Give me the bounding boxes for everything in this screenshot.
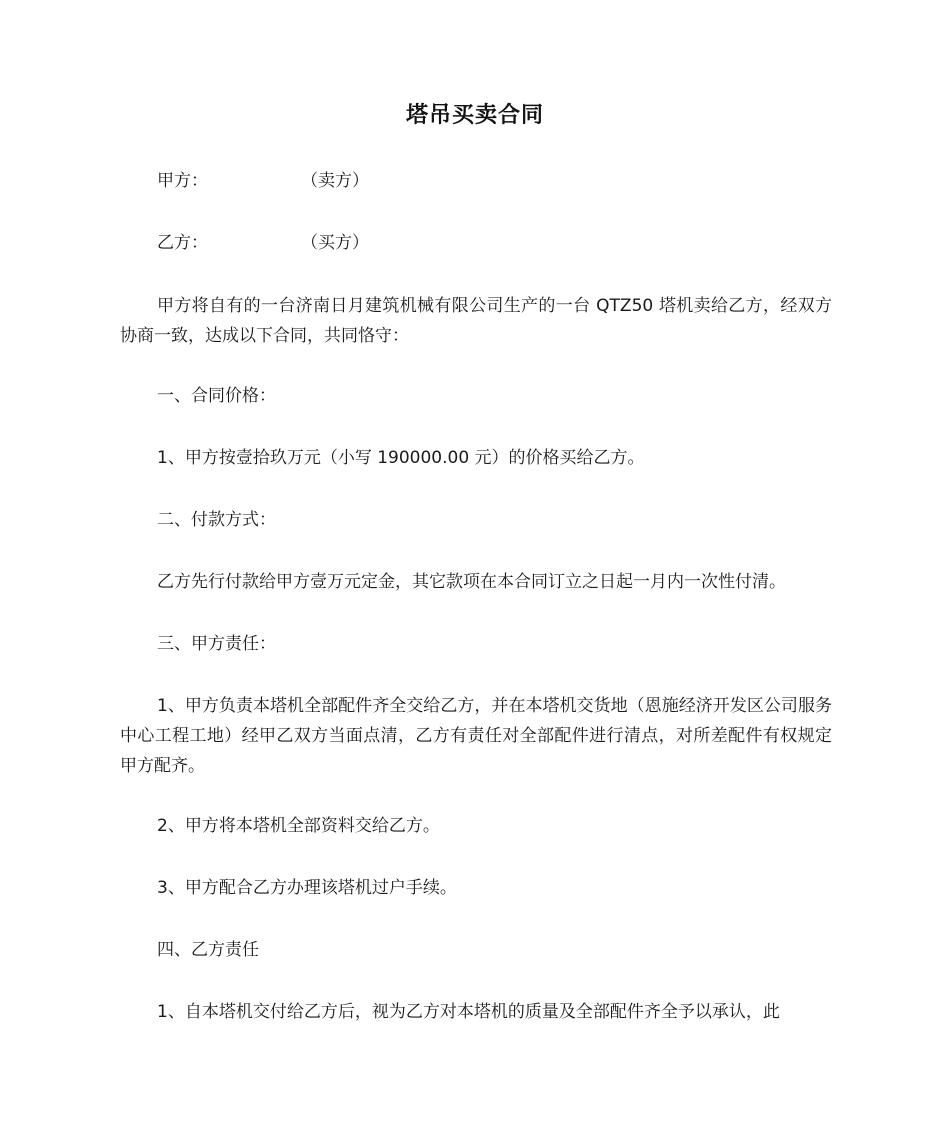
- section-3-item-3: 3、甲方配合乙方办理该塔机过户手续。: [157, 878, 457, 898]
- section-3-heading: 三、甲方责任：: [157, 634, 276, 654]
- section-1-item-1: 1、甲方按壹拾玖万元（小写 190000.00 元）的价格买给乙方。: [157, 448, 645, 468]
- party-a-line: [157, 166, 369, 196]
- section-3-item-2: 2、甲方将本塔机全部资料交给乙方。: [157, 816, 440, 836]
- section-2-text: 乙方先行付款给甲方壹万元定金，其它款项在本合同订立之日起一月内一次性付清。: [157, 572, 786, 592]
- section-4-heading: 四、乙方责任: [157, 940, 259, 960]
- party-b-role: （买方）: [301, 233, 369, 253]
- party-a-role: （卖方）: [301, 171, 369, 191]
- document-title: 塔吊买卖合同: [405, 103, 544, 128]
- party-b-line: [157, 228, 369, 258]
- party-b-label: 乙方：: [157, 233, 208, 253]
- party-a-label: 甲方：: [157, 171, 208, 191]
- section-2-heading: 二、付款方式：: [157, 510, 276, 530]
- section-3-item-1: 1、甲方负责本塔机全部配件齐全交给乙方，并在本塔机交货地（恩施经济开发区公司服务中心工程工地）经甲乙双方当面点清，乙方有责任对全部配件进行清点，对所差配件有权规定甲方配齐。: [120, 696, 832, 776]
- intro-paragraph: 甲方将自有的一台济南日月建筑机械有限公司生产的一台 QTZ50 塔机卖给乙方，经双方协商一致，达成以下合同，共同恪守：: [120, 296, 832, 346]
- section-1-heading: 一、合同价格：: [157, 386, 276, 406]
- section-4-item-1: 1、自本塔机交付给乙方后，视为乙方对本塔机的质量及全部配件齐全予以承认，此: [157, 1002, 780, 1022]
